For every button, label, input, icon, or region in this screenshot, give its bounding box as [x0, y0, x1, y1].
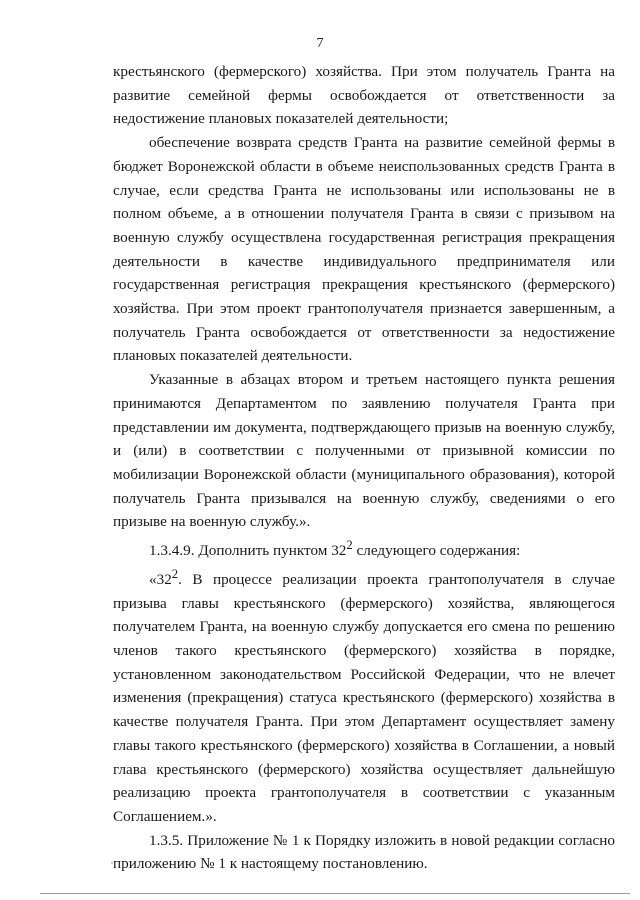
paragraph-point-32-2: [113, 563, 615, 829]
paragraph-amendment-1-3-4-9: [113, 534, 615, 563]
superscript: 2: [346, 538, 353, 553]
amendment-text-start: 1.3.4.9. Дополнить пунктом 32: [149, 542, 347, 560]
paragraph-decisions: Указанные в абзацах втором и третьем настоящего пункта решения принимаются Департаментом по заявлению получателя Гранта при представлении им документа, подтверждающего призыв на военную службу, и (или) в соответствии с полученными от призывной комиссии по мобилизации Воронежской области (муниципального образования), которой получатель Гранта призывался на военную службу, сведениями о его призыве на военную службу.».: [113, 371, 615, 531]
point-text-end: . В процессе реализации проекта грантополучателя в случае призыва главы крестьянского (фермерского) хозяйства, являющегося получателем Гранта, на военную службу допускается его смена по решению членов такого крестьянского (фермерского) хозяйства в порядке, установленном законодательством Российской Федерации, что не влечет изменения (прекращения) статуса крестьянского (фермерского) хозяйства в качестве получателя Гранта. При этом Департамент осуществляет замену главы такого крестьянского (фермерского) хозяйства в Соглашении, а новый глава крестьянского (фермерского) хозяйства осуществляет дальнейшую реализацию проекта грантополучателя в соответствии с указанным Соглашением.».: [113, 570, 615, 825]
scan-bottom-edge: [40, 893, 630, 894]
superscript: 2: [171, 566, 179, 581]
document-body: [113, 60, 615, 876]
scan-speck: [111, 862, 113, 864]
paragraph-continuation: крестьянского (фермерского) хозяйства. При этом получатель Гранта на развитие семейной фермы освобождается от ответственности за недостижение плановых показателей деятельности;: [113, 63, 615, 128]
point-text-start: «32: [149, 570, 172, 588]
amendment-text-end: следующего содержания:: [352, 542, 521, 560]
paragraph-amendment-1-3-5: 1.3.5. Приложение № 1 к Порядку изложить в новой редакции согласно приложению № 1 к настоящему постановлению.: [113, 831, 615, 873]
page-number: 7: [316, 36, 324, 51]
paragraph-grant-refund: обеспечение возврата средств Гранта на развитие семейной фермы в бюджет Воронежской области в объеме неиспользованных средств Гранта в случае, если средства Гранта не использованы или использованы не в полном объеме, а в отношении получателя Гранта в связи с призывом на военную службу осуществлена государственная регистрация прекращения деятельности в качестве индивидуального предпринимателя или государственная регистрация прекращения крестьянского (фермерского) хозяйства. При этом проект грантополучателя признается завершенным, а получатель Гранта освобождается от ответственности за недостижение плановых показателей деятельности.: [113, 134, 615, 365]
